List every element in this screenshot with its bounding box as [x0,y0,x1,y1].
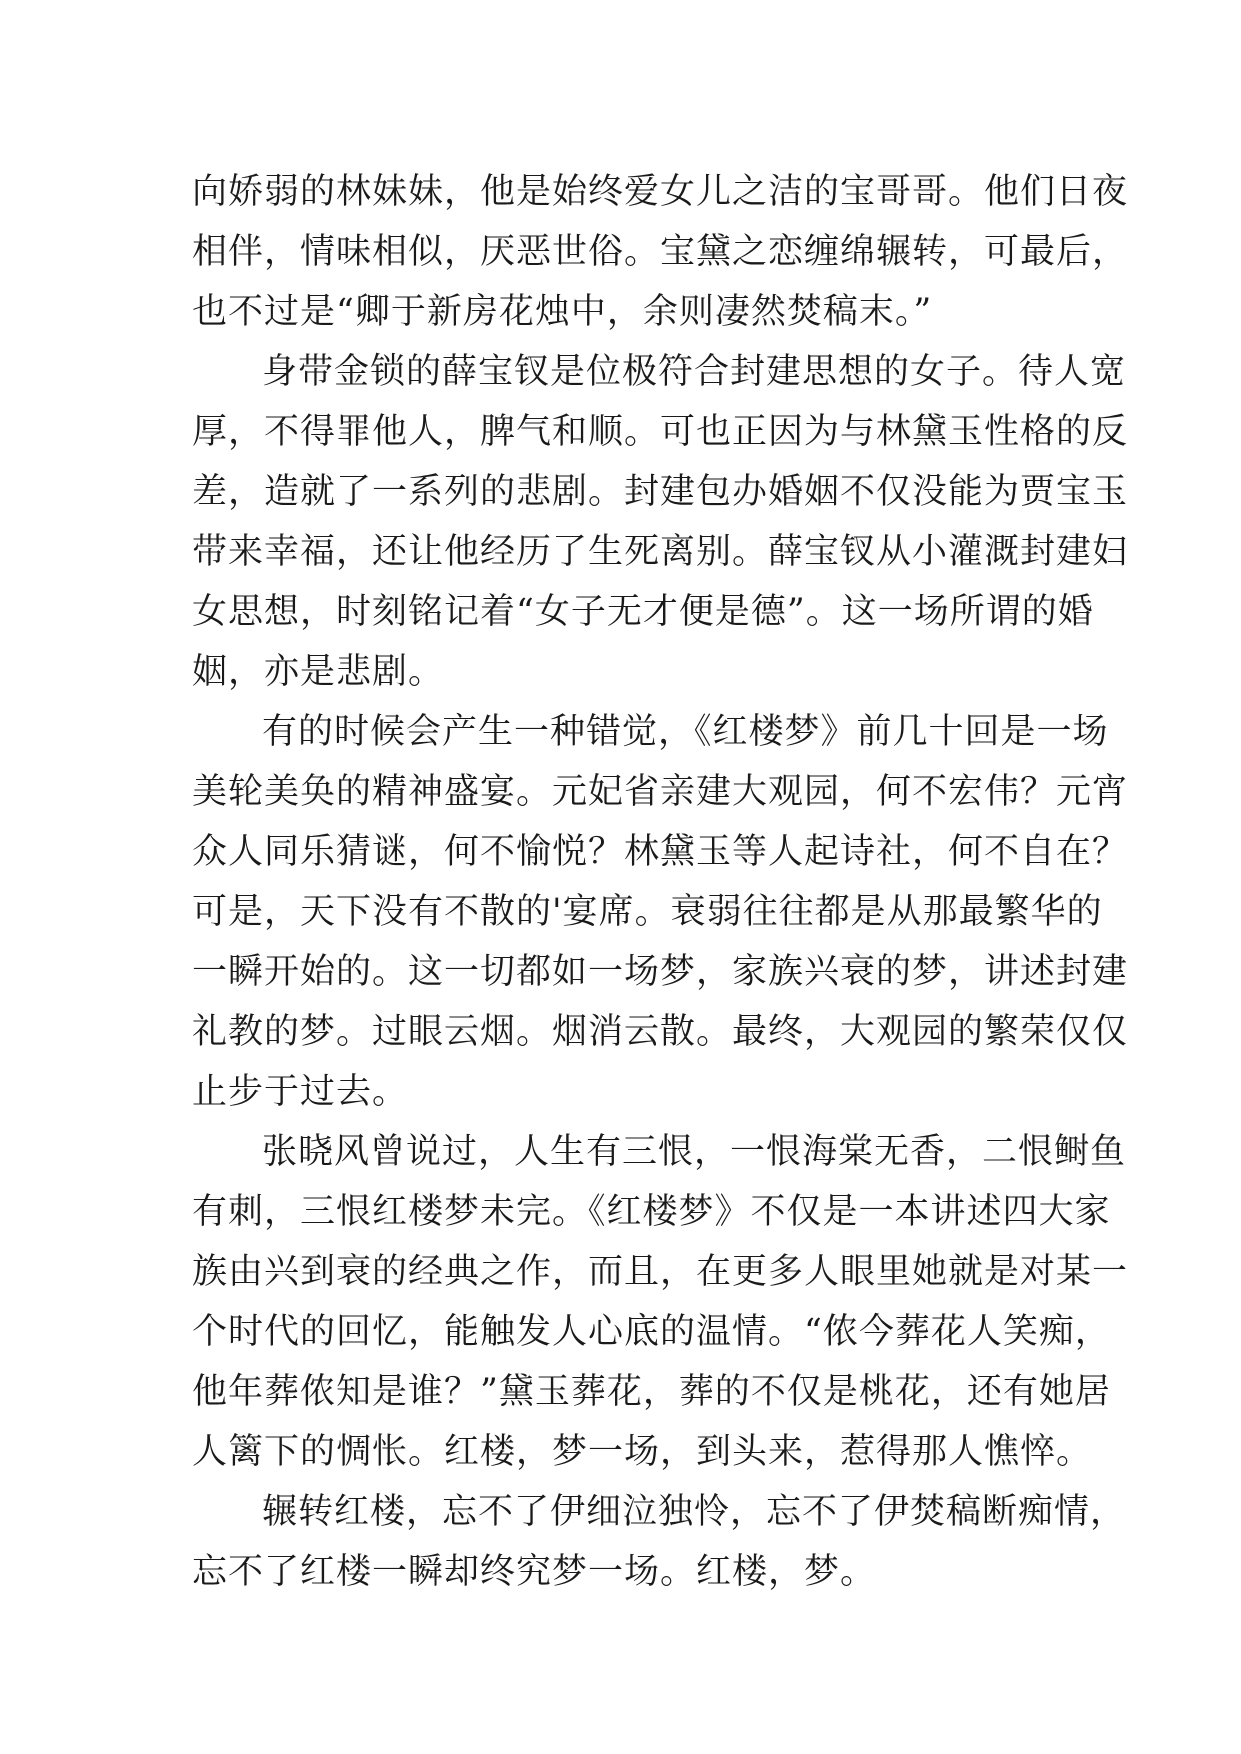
text-line-24: 忘不了红楼一瞬却终究梦一场。红楼，梦。 [192,1552,877,1592]
text-line-1: 向娇弱的林妹妹，他是始终爱女儿之洁的宝哥哥。他们日夜 [192,172,1129,212]
text-line-20: 个时代的回忆，能触发人心底的温情。“侬今葬花人笑痴， [192,1312,1111,1352]
text-line-9: 姻，亦是悲剧。 [192,652,445,692]
text-line-5: 厚，不得罪他人，脾气和顺。可也正因为与林黛玉性格的反 [192,412,1129,452]
text-line-12: 众人同乐猜谜，何不愉悦？林黛玉等人起诗社，何不自在？ [192,832,1129,872]
text-line-22: 人篱下的惆怅。红楼，梦一场，到头来，惹得那人憔悴。 [192,1432,1093,1472]
text-line-15: 礼教的梦。过眼云烟。烟消云散。最终，大观园的繁荣仅仅 [192,1012,1129,1052]
text-line-11: 美轮美奂的精神盛宴。元妃省亲建大观园，何不宏伟？元宵 [192,772,1129,812]
text-line-18: 有刺，三恨红楼梦未完。《红楼梦》不仅是一本讲述四大家 [192,1192,1111,1232]
text-line-3: 也不过是“卿于新房花烛中，余则凄然焚稿末。” [192,292,933,332]
text-line-2: 相伴，情味相似，厌恶世俗。宝黛之恋缠绵辗转，可最后， [192,232,1129,272]
text-line-21: 他年葬侬知是谁？”黛玉葬花，葬的不仅是桃花，还有她居 [192,1372,1111,1412]
text-line-7: 带来幸福，还让他经历了生死离别。薛宝钗从小灌溉封建妇 [192,532,1129,572]
text-line-14: 一瞬开始的。这一切都如一场梦，家族兴衰的梦，讲述封建 [192,952,1129,992]
text-line-19: 族由兴到衰的经典之作，而且，在更多人眼里她就是对某一 [192,1252,1129,1292]
paragraph-start-line-10: 有的时候会产生一种错觉，《红楼梦》前几十回是一场 [262,712,1109,752]
paragraph-start-line-17: 张晓风曾说过，人生有三恨，一恨海棠无香，二恨鲥鱼 [262,1132,1127,1172]
text-line-16: 止步于过去。 [192,1072,409,1112]
paragraph-start-line-23: 辗转红楼，忘不了伊细泣独怜，忘不了伊焚稿断痴情， [262,1492,1127,1532]
text-line-13: 可是，天下没有不散的'宴席。衰弱往往都是从那最繁华的 [192,892,1103,932]
paragraph-start-line-4: 身带金锁的薛宝钗是位极符合封建思想的女子。待人宽 [262,352,1127,392]
text-line-8: 女思想，时刻铭记着“女子无才便是德”。这一场所谓的婚 [192,592,1094,632]
text-line-6: 差，造就了一系列的悲剧。封建包办婚姻不仅没能为贾宝玉 [192,472,1129,512]
document-body [192,162,1129,1602]
